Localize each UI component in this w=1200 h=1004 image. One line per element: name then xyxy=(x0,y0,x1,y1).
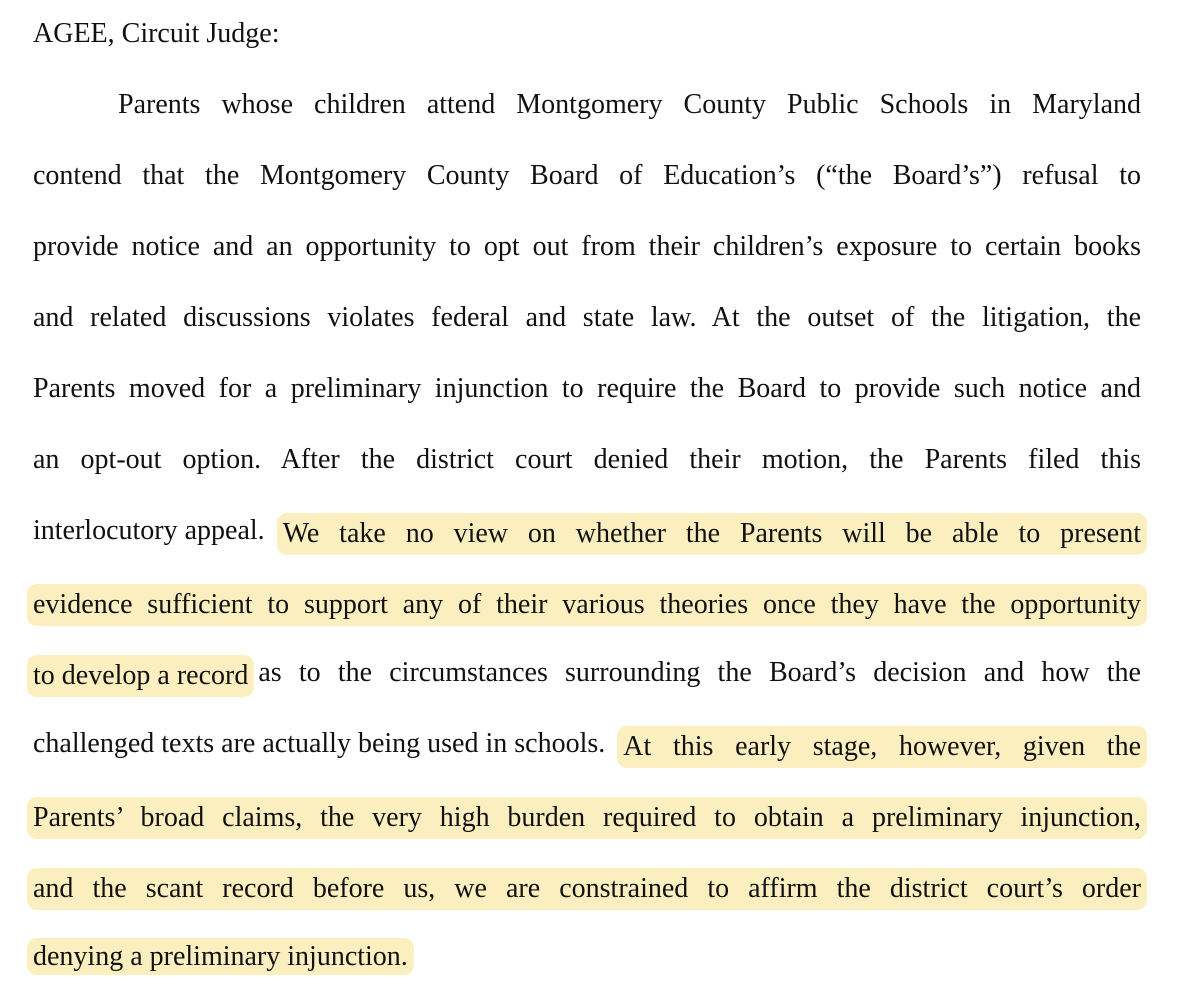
paragraph-line: contend that the Montgomery County Board of Education’s (“the Board’s”) refusal to xyxy=(33,160,1141,191)
plain-text: as to the circumstances surrounding the Board’s decision and how the xyxy=(258,657,1141,688)
paragraph-line xyxy=(33,939,408,975)
paragraph-line: Parents moved for a preliminary injunction to require the Board to provide such notice and xyxy=(33,373,1141,404)
highlighted-text: and the scant record before us, we are constrained to affirm the district court’s order xyxy=(27,868,1147,910)
paragraph-line xyxy=(33,513,1141,555)
highlighted-text: evidence sufficient to support any of their various theories once they have the opportunity xyxy=(27,584,1147,626)
highlighted-text: denying a preliminary injunction. xyxy=(27,938,414,975)
highlighted-text: We take no view on whether the Parents will be able to present xyxy=(277,513,1147,555)
plain-text: challenged texts are actually being used in schools. xyxy=(33,728,606,759)
paragraph-line xyxy=(33,655,1141,697)
paragraph-line xyxy=(33,584,1141,626)
highlighted-text: Parents’ broad claims, the very high burden required to obtain a preliminary injunction, xyxy=(27,797,1147,839)
highlighted-text: At this early stage, however, given the xyxy=(617,726,1147,768)
paragraph-line xyxy=(33,726,1141,768)
highlighted-text: to develop a record xyxy=(27,655,254,697)
paragraph-line: and related discussions violates federal and state law. At the outset of the litigation, the xyxy=(33,302,1141,333)
paragraph-line: an opt-out option. After the district court denied their motion, the Parents filed this xyxy=(33,444,1141,475)
paragraph-line: Parents whose children attend Montgomery County Public Schools in Maryland xyxy=(118,89,1141,120)
paragraph-line: provide notice and an opportunity to opt out from their children’s exposure to certain books xyxy=(33,231,1141,262)
paragraph-line xyxy=(33,797,1141,839)
paragraph-line xyxy=(33,868,1141,910)
author-line: AGEE, Circuit Judge: xyxy=(33,18,280,49)
plain-text: interlocutory appeal. xyxy=(33,515,265,546)
